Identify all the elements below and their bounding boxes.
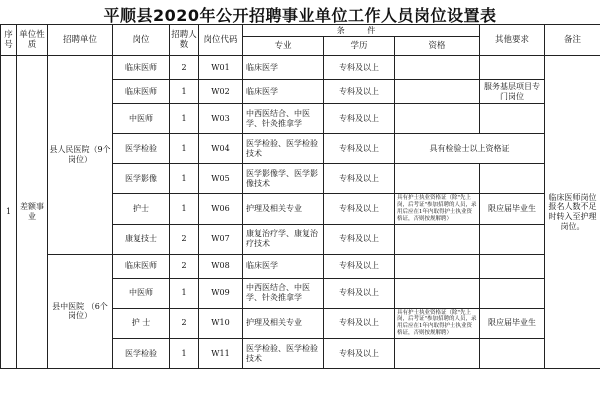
major-cell: 医学影像学、医学影像技术 <box>243 164 324 194</box>
seq-cell: 1 <box>1 56 17 369</box>
count-cell: 1 <box>170 339 199 369</box>
header-position: 岗位 <box>113 25 170 56</box>
major-cell: 中西医结合、中医学、针灸推拿学 <box>243 278 324 308</box>
other-cell <box>480 164 545 194</box>
major-cell: 中西医结合、中医学、针灸推拿学 <box>243 104 324 134</box>
major-cell: 护理及相关专业 <box>243 194 324 225</box>
header-major: 专业 <box>243 37 324 56</box>
count-cell: 1 <box>170 80 199 104</box>
header-remark: 备注 <box>545 25 600 56</box>
qualification-cell <box>395 254 480 278</box>
count-cell: 1 <box>170 134 199 164</box>
education-cell: 专科及以上 <box>324 80 395 104</box>
education-cell: 专科及以上 <box>324 164 395 194</box>
major-cell: 医学检验、医学检验技术 <box>243 339 324 369</box>
other-cell <box>480 254 545 278</box>
employer-tcm-hospital: 县中医院 （6个岗位） <box>48 254 113 369</box>
position-cell: 医学影像 <box>113 164 170 194</box>
other-cell <box>480 224 545 254</box>
table-row <box>1 254 600 278</box>
education-cell: 专科及以上 <box>324 224 395 254</box>
remark-cell: 临床医师岗位报名人数不足时转入至护理岗位。 <box>545 56 600 369</box>
qualification-cell <box>395 104 480 134</box>
other-cell: 限应届毕业生 <box>480 194 545 225</box>
qualification-cell <box>395 278 480 308</box>
position-cell: 医学检验 <box>113 134 170 164</box>
position-table <box>0 24 600 369</box>
other-service-cell: 服务基层项目专门岗位 <box>480 80 545 104</box>
education-cell: 专科及以上 <box>324 134 395 164</box>
header-qualification: 资格 <box>395 37 480 56</box>
code-cell: W03 <box>199 104 243 134</box>
major-cell: 护理及相关专业 <box>243 308 324 339</box>
education-cell: 专科及以上 <box>324 278 395 308</box>
education-cell: 专科及以上 <box>324 56 395 80</box>
header-conditions: 条 件 <box>243 25 480 37</box>
other-cell <box>480 278 545 308</box>
count-cell: 2 <box>170 224 199 254</box>
code-cell: W10 <box>199 308 243 339</box>
code-cell: W04 <box>199 134 243 164</box>
education-cell: 专科及以上 <box>324 194 395 225</box>
other-cell <box>480 104 545 134</box>
position-cell: 护士 <box>113 194 170 225</box>
major-cell: 临床医学 <box>243 56 324 80</box>
code-cell: W09 <box>199 278 243 308</box>
count-cell: 1 <box>170 164 199 194</box>
unit-nature-cell: 差额事业 <box>17 56 48 369</box>
code-cell: W02 <box>199 80 243 104</box>
position-cell: 医学检验 <box>113 339 170 369</box>
qualification-cell: 具有护士执业资格证（除"先上岗，后考证"参加招聘的人员，录用后应在1年内取得护士执业资格证，否则按规解聘） <box>395 308 480 339</box>
qualification-inspector-cell: 具有检验士以上资格证 <box>395 134 545 164</box>
table-row <box>1 56 600 80</box>
count-cell: 1 <box>170 104 199 134</box>
employer-people-hospital: 县人民医院（9个岗位） <box>48 56 113 255</box>
position-cell: 中医师 <box>113 104 170 134</box>
header-unit-nature: 单位性质 <box>17 25 48 56</box>
position-cell: 护 士 <box>113 308 170 339</box>
header-education: 学历 <box>324 37 395 56</box>
header-other: 其他要求 <box>480 25 545 56</box>
qualification-cell <box>395 56 480 80</box>
count-cell: 1 <box>170 194 199 225</box>
position-cell: 临床医师 <box>113 254 170 278</box>
code-cell: W01 <box>199 56 243 80</box>
major-cell: 临床医学 <box>243 80 324 104</box>
major-cell: 临床医学 <box>243 254 324 278</box>
count-cell: 2 <box>170 308 199 339</box>
count-cell: 2 <box>170 254 199 278</box>
code-cell: W05 <box>199 164 243 194</box>
major-cell: 康复治疗学、康复治疗技术 <box>243 224 324 254</box>
education-cell: 专科及以上 <box>324 308 395 339</box>
position-cell: 临床医师 <box>113 80 170 104</box>
qualification-cell <box>395 80 480 104</box>
header-count: 招聘人数 <box>170 25 199 56</box>
position-cell: 中医师 <box>113 278 170 308</box>
qualification-cell <box>395 339 480 369</box>
education-cell: 专科及以上 <box>324 339 395 369</box>
other-cell <box>480 56 545 80</box>
header-code: 岗位代码 <box>199 25 243 56</box>
header-employer: 招聘单位 <box>48 25 113 56</box>
page-title: 平顺县2020年公开招聘事业单位工作人员岗位设置表 <box>103 6 497 25</box>
qualification-cell: 具有护士执业资格证（除"先上岗，后考证"参加招聘的人员，录用后应在1年内取得护士执业资格证，否则按规解聘） <box>395 194 480 225</box>
major-cell: 医学检验、医学检验技术 <box>243 134 324 164</box>
count-cell: 1 <box>170 278 199 308</box>
other-cell <box>480 339 545 369</box>
code-cell: W08 <box>199 254 243 278</box>
position-cell: 临床医师 <box>113 56 170 80</box>
code-cell: W11 <box>199 339 243 369</box>
education-cell: 专科及以上 <box>324 104 395 134</box>
other-cell: 限应届毕业生 <box>480 308 545 339</box>
qualification-cell <box>395 164 480 194</box>
header-seq: 序号 <box>1 25 17 56</box>
qualification-cell <box>395 224 480 254</box>
count-cell: 2 <box>170 56 199 80</box>
code-cell: W06 <box>199 194 243 225</box>
code-cell: W07 <box>199 224 243 254</box>
education-cell: 专科及以上 <box>324 254 395 278</box>
position-cell: 康复技士 <box>113 224 170 254</box>
